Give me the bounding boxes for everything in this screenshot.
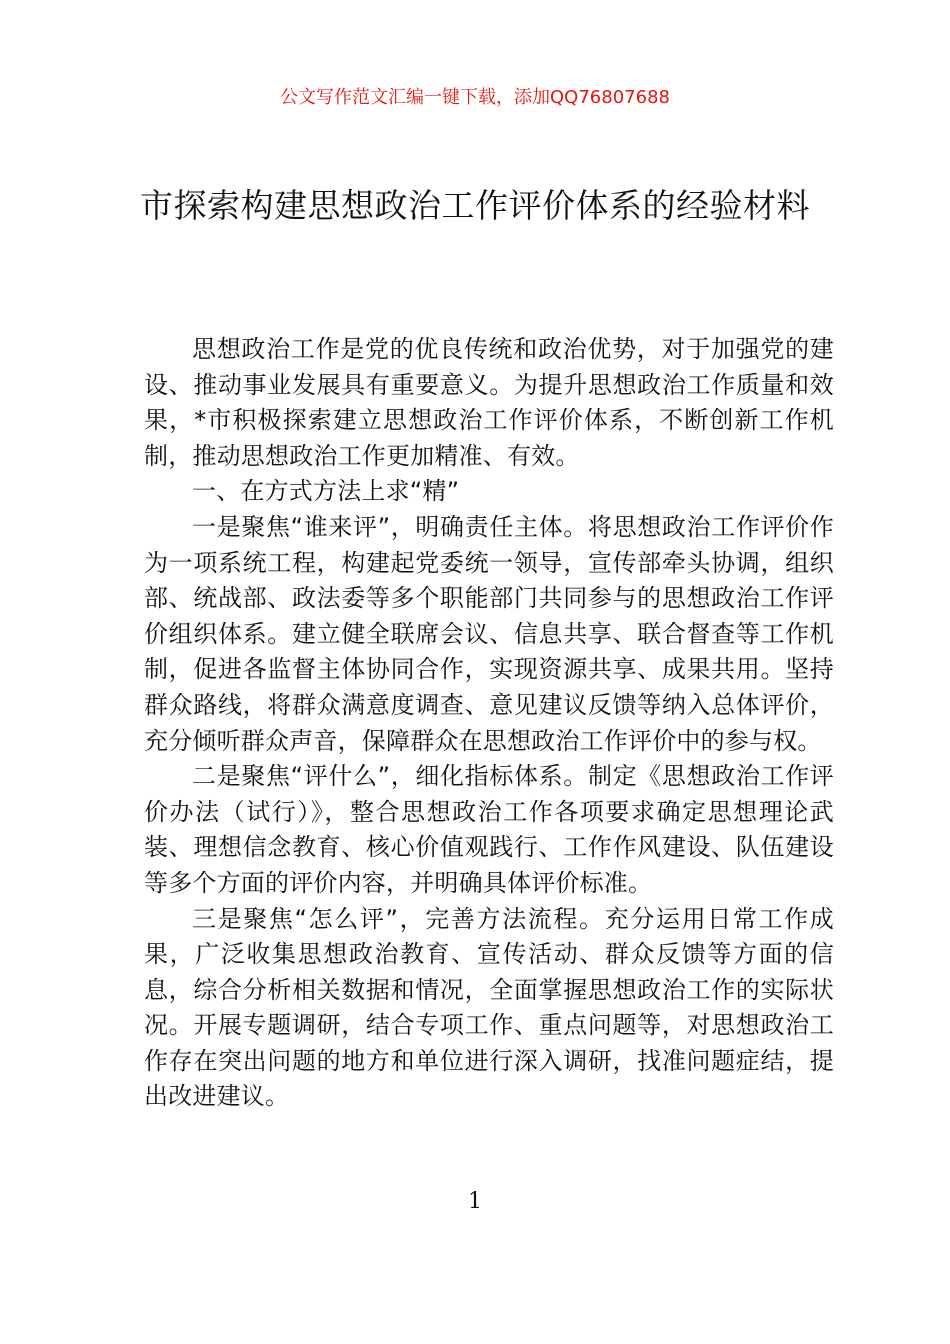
document-title: 市探索构建思想政治工作评价体系的经验材料 xyxy=(140,186,810,225)
paragraph-what-to-evaluate: 二是聚焦“评什么”，细化指标体系。制定《思想政治工作评价办法（试行）》，整合思想政治工作各项要求确定思想理论武装、理想信念教育、核心价值观践行、工作作风建设、队伍建设等多个方面的评价内容，并明确具体评价标准。 xyxy=(144,762,834,897)
paragraph-how-to-evaluate: 三是聚焦“怎么评”，完善方法流程。充分运用日常工作成果，广泛收集思想政治教育、宣传活动、群众反馈等方面的信息，综合分析相关数据和情况，全面掌握思想政治工作的实际状况。开展专题调研，结合专项工作、重点问题等，对思想政治工作存在突出问题的地方和单位进行深入调研，找准问题症结，提出改进建议。 xyxy=(144,904,834,1111)
paragraph-who-evaluates: 一是聚焦“谁来评”，明确责任主体。将思想政治工作评价作为一项系统工程，构建起党委统一领导，宣传部牵头协调，组织部、统战部、政法委等多个职能部门共同参与的思想政治工作评价组织体系。建立健全联席会议、信息共享、联合督查等工作机制，促进各监督主体协同合作，实现资源共享、成果共用。坚持群众路线，将群众满意度调查、意见建议反馈等纳入总体评价，充分倾听群众声音，保障群众在思想政治工作评价中的参与权。 xyxy=(144,512,834,755)
section-heading: 一、在方式方法上求“精” xyxy=(192,477,460,506)
page-number: 1 xyxy=(468,1189,482,1214)
paragraph-intro: 思想政治工作是党的优良传统和政治优势，对于加强党的建设、推动事业发展具有重要意义。为提升思想政治工作质量和效果，*市积极探索建立思想政治工作评价体系，不断创新工作机制，推动思想政治工作更加精准、有效。 xyxy=(144,335,834,470)
header-ad-text: 公文写作范文汇编一键下载，添加QQ76807688 xyxy=(280,87,670,108)
document-body xyxy=(144,332,834,1115)
